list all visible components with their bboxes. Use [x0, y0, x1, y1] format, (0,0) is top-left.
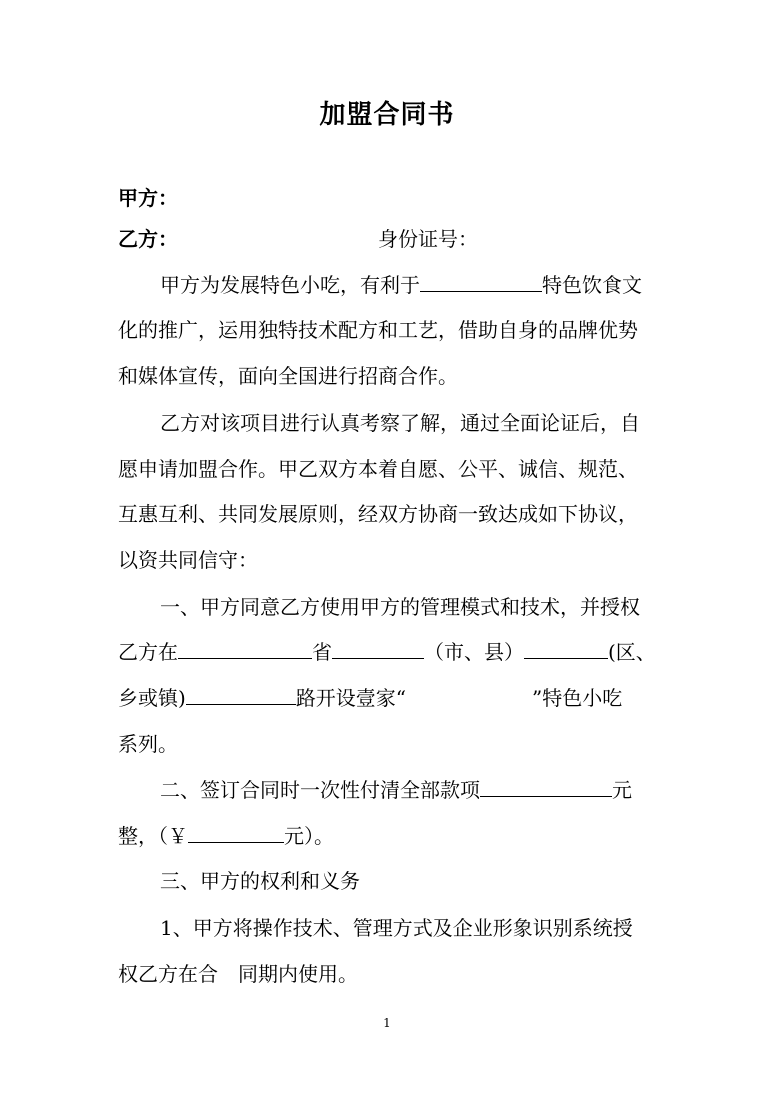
paragraph-2-line-3: 互惠互利、共同发展原则，经双方协商一致达成如下协议，: [118, 502, 638, 526]
text-span: 元）。: [284, 824, 334, 848]
party-b-label: 乙方：: [118, 227, 178, 251]
clause-3-heading: 三、甲方的权利和义务: [160, 869, 360, 893]
paragraph-1-line-2: 化的推广，运用独特技术配方和工艺，借助自身的品牌优势: [118, 318, 638, 342]
paragraph-2-line-1: 乙方对该项目进行认真考察了解，通过全面论证后，自: [160, 411, 640, 435]
blank-district: [524, 638, 608, 659]
clause-3-line-2: [118, 959, 658, 989]
text-span: 特色饮食文: [542, 273, 642, 297]
blank-field: [420, 271, 542, 292]
clause-2-line-2: [118, 821, 658, 851]
paragraph-1-line-1: [160, 270, 660, 300]
blank-road: [186, 684, 296, 705]
id-number-label: 身份证号：: [378, 227, 478, 251]
blank-amount-figure: [188, 822, 284, 843]
text-span: 权乙方在合: [118, 962, 218, 986]
text-span: 乙方在: [118, 640, 178, 664]
blank-city: [332, 638, 424, 659]
text-span: 省: [312, 640, 332, 664]
clause-1-line-2: [118, 637, 658, 667]
blank-amount: [480, 776, 612, 797]
text-span: ”特色小吃: [532, 686, 623, 710]
text-span: 乡或镇): [118, 686, 186, 710]
clause-1-line-4: 系列。: [118, 732, 178, 756]
page-number: 1: [383, 1016, 391, 1030]
paragraph-2-line-4: 以资共同信守：: [118, 548, 258, 572]
party-a-label: 甲方：: [118, 186, 178, 210]
party-b-line: [118, 224, 658, 254]
text-span: 同期内使用。: [238, 962, 358, 986]
paragraph-1-line-3: 和媒体宣传，面向全国进行招商合作。: [118, 364, 458, 388]
page-title: 加盟合同书: [319, 100, 455, 130]
clause-1-line-3: [118, 683, 658, 713]
paragraph-2-line-2: 愿申请加盟合作。甲乙双方本着自愿、公平、诚信、规范、: [118, 457, 638, 481]
text-span: 元: [612, 778, 632, 802]
clause-1-line-1: 一、甲方同意乙方使用甲方的管理模式和技术，并授权: [160, 595, 640, 619]
blank-province: [178, 638, 312, 659]
clause-3-line-1: 1、甲方将操作技术、管理方式及企业形象识别系统授: [160, 916, 633, 940]
text-span: 路开设壹家“: [295, 686, 407, 710]
text-span: 甲方为发展特色小吃，有利于: [160, 273, 420, 297]
text-span: （市、县）: [424, 640, 524, 664]
clause-2-line-1: [160, 775, 660, 805]
text-span: 整，（￥: [118, 824, 188, 848]
text-span: (区、: [608, 640, 656, 664]
text-span: 二、签订合同时一次性付清全部款项: [160, 778, 480, 802]
